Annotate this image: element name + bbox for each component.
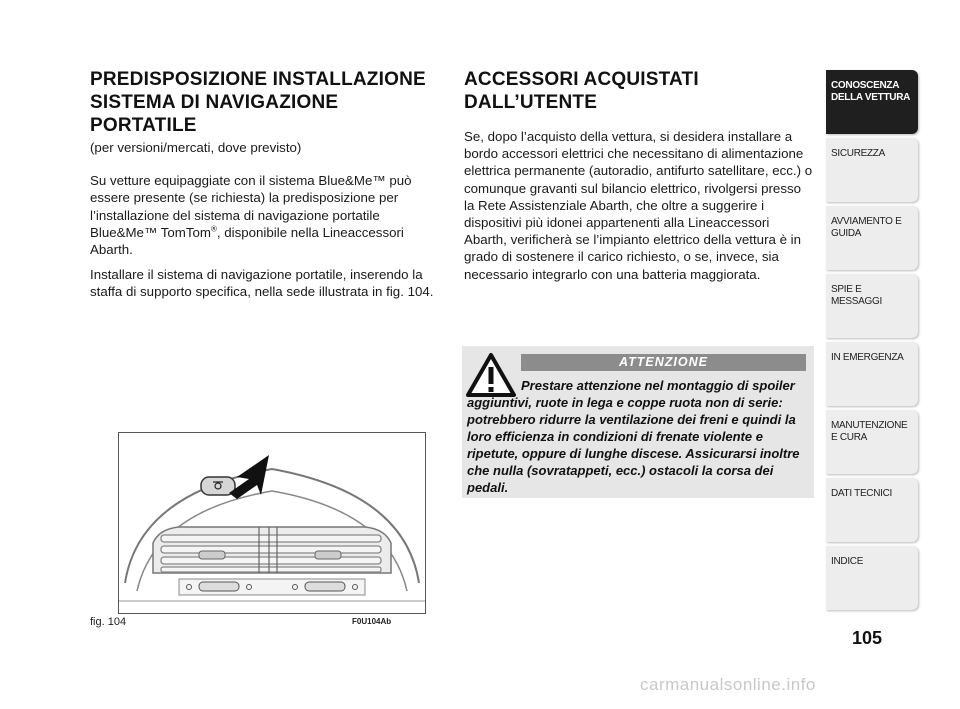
paragraph: Installare il sistema di navigazione portatile, inserendo la staffa di supporto specifica, nella sede illustrata in fig. 104. [90,267,434,300]
section-heading-navigation: PREDISPOSIZIONE INSTALLAZIONE SISTEMA DI NAVIGAZIONE PORTATILE [90,69,426,136]
watermark: carmanualsonline.info [640,675,816,694]
warning-title: ATTENZIONE [521,354,806,371]
tab-spie-e-messaggi[interactable]: SPIE E MESSAGGI [826,274,918,338]
tab-sicurezza[interactable]: SICUREZZA [826,138,918,202]
figure-caption: fig. 104 [90,616,127,628]
tab-in-emergenza[interactable]: IN EMERGENZA [826,342,918,406]
paragraph: Su vetture equipaggiate con il sistema Blue&Me™ può essere presente (se richiesta) la predisposizione per l’installazione del sistema di navigazione portatile Blue&Me™ TomTom®, disponibile nella Lineaccessori Abarth. [90,173,412,258]
section-heading-accessories: ACCESSORI ACQUISTATI DALL’UTENTE [464,69,699,113]
navigation-body [90,139,445,309]
accessories-body [464,128,814,291]
vent-drawing [119,433,425,613]
figure-code: F0U104Ab [352,617,392,626]
paragraph: Se, dopo l’acquisto della vettura, si desidera installare a bordo accessori elettrici che necessitano di alimentazione elettrica permanente (autoradio, antifurto satellitare, ecc.) o comunque gravanti sul bilancio elettrico, rivolgersi presso la Rete Assistenziale Abarth, che oltre a suggerire i dispositivi più idonei appartenenti alla Lineaccessori Abarth, verificherà se l’impianto elettrico della vettura è in grado di sostenere il carico richiesto, o se, invece, sia necessario integrarlo con una batteria maggiorata. [464,129,813,282]
page-number: 105 [852,628,883,648]
warning-text: Prestare attenzione nel montaggio di spoiler aggiuntivi, ruote in lega e coppe ruota non di serie: potrebbero ridurre la ventilazione dei freni e quindi la loro efficienza in condizioni di frenate violente e ripetute, oppure di lunghe discese. Assicurarsi inoltre che nulla (sovratappeti, ecc.) ostacoli la corsa dei pedali. [467,378,800,495]
chapter-tabs [826,70,918,614]
dashboard-vent-illustration [118,432,426,614]
tab-conoscenza-della-vettura[interactable]: CONOSCENZA DELLA VETTURA [826,70,918,134]
tab-indice[interactable]: INDICE [826,546,918,610]
tab-dati-tecnici[interactable]: DATI TECNICI [826,478,918,542]
subtitle: (per versioni/mercati, dove previsto) [90,140,302,155]
tab-avviamento-e-guida[interactable]: AVVIAMENTO E GUIDA [826,206,918,270]
tab-manutenzione-e-cura[interactable]: MANUTENZIONE E CURA [826,410,918,474]
